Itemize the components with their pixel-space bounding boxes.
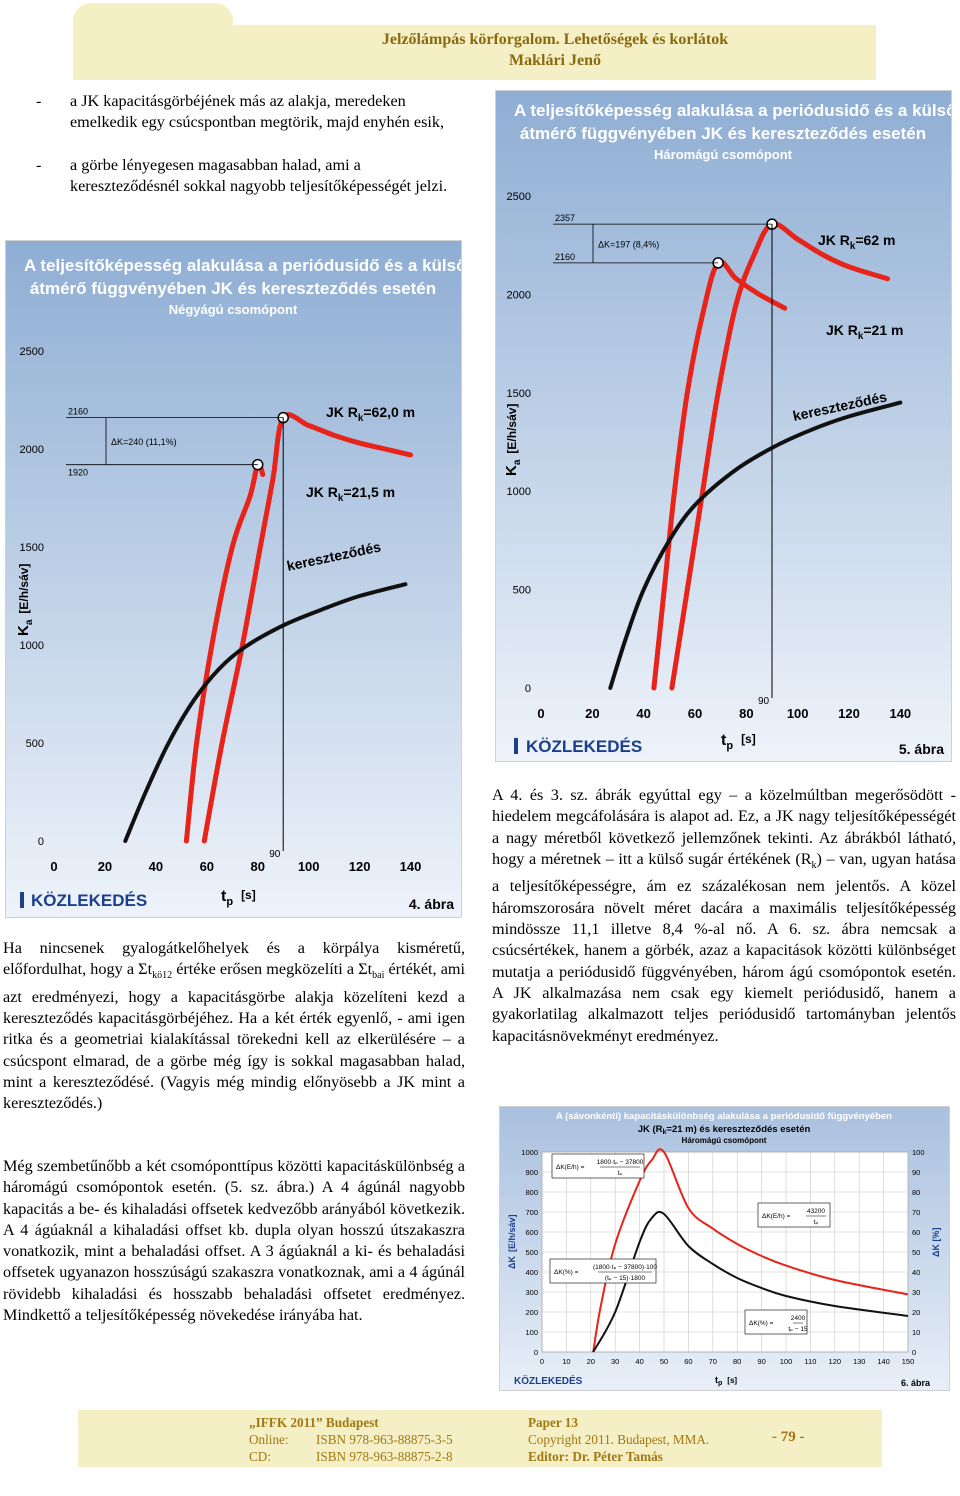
chart-title-line1: A (sávonkénti) kapacitáskülönbség alakulása a periódusidő függvényében <box>556 1111 892 1122</box>
y-tick-label-left: 0 <box>533 1348 538 1357</box>
formula-lhs: ΔK(E/h) = <box>556 1164 585 1171</box>
x-tick-label: 110 <box>804 1357 817 1366</box>
footer-cd-isbn: ISBN 978-963-88875-2-8 <box>316 1449 453 1464</box>
figure-5-chart <box>496 91 951 761</box>
chart-subtitle: Háromágú csomópont <box>681 1136 767 1145</box>
footer-copyright: Copyright 2011. Budapest, MMA. <box>528 1432 710 1447</box>
svg-text:Ka[E/h/sáv]: $K_a[E/h/sáv]$ <box>503 403 523 476</box>
peak-value-label: 2160 <box>555 251 576 262</box>
peak-value-label: 2357 <box>555 213 576 224</box>
x-axis-label: $t_p$ [s] <box>721 732 756 752</box>
y-tick-label: 1500 <box>19 542 44 554</box>
y-tick-label-left: 500 <box>525 1248 538 1257</box>
footer-bar <box>78 1410 882 1467</box>
logo-text: KÖZLEKEDÉS <box>31 891 148 910</box>
x-tick-label: 40 <box>635 1357 644 1366</box>
chart-title-line1: A teljesítőképesség alakulása a periódusidő és a külső <box>24 256 461 275</box>
figure-number: 4. ábra <box>408 896 454 912</box>
formula-lhs: ΔK(%) = <box>554 1269 579 1276</box>
x-tick-label: 140 <box>399 859 422 874</box>
x-tick-label: 50 <box>659 1357 669 1366</box>
x-tick-label: 70 <box>708 1357 717 1366</box>
chart-subtitle: Háromágú csomópont <box>654 147 792 162</box>
logo-text: KÖZLEKEDÉS <box>526 737 643 756</box>
footer-conference: „IFFK 2011” Budapest <box>249 1415 379 1430</box>
y-tick-label: 2000 <box>19 444 44 456</box>
y-tick-label-left: 600 <box>525 1228 538 1237</box>
x-axis-label: $t_p$ [s] <box>221 888 256 908</box>
y-tick-label-right: 70 <box>912 1208 921 1217</box>
y-tick-label-left: 400 <box>525 1268 538 1277</box>
y-tick-label: 0 <box>37 836 44 848</box>
formula-denominator: tₚ <box>617 1170 623 1177</box>
footer-paper: Paper 13 <box>528 1415 578 1430</box>
delta-label: ΔK=197 (8,4%) <box>598 239 660 250</box>
chart-title-line1: A teljesítőképesség alakulása a periódusidő és a külső <box>514 101 951 120</box>
y-tick-label-right: 10 <box>912 1328 921 1337</box>
y-tick-label: 2000 <box>506 289 531 302</box>
y-tick-label-right: 40 <box>912 1268 921 1277</box>
y-tick-label: 1000 <box>506 486 531 499</box>
figure-number: 5. ábra <box>898 741 944 757</box>
figure-4 <box>5 240 462 918</box>
x-tick-label: 0 <box>539 1357 545 1366</box>
formula-denominator: (tₚ − 15)·1800 <box>604 1275 646 1282</box>
logo-mark <box>20 892 24 908</box>
marker-90-label: 90 <box>269 849 281 860</box>
paragraph-left-1: Ha nincsenek gyalogátkelőhelyek és a körpálya kisméretű, előfordulhat, hogy a $\Sigma t_{kö12}$ értéke erősen megközelíti a $\Sigma t_{bai}$ értékét, ami azt eredményezi, hogy a kapacitásgörbe alakja közelíteni kezd a kereszteződés kapacitásgörbéjéhez. Ha a két érték egyenlő, - ami igen ritka és a geometriai kialakítással törekedni kell az elkerülésére – a csúcspont elmarad, de a görbe még így is sokkal magasabban halad, mint a kereszteződésé. (Vagyis még mindig előnyösebb a JK mint a kereszteződés.) <box>3 939 465 1113</box>
x-tick-label: 100 <box>786 706 809 721</box>
footer-online-isbn: ISBN 978-963-88875-3-5 <box>316 1432 453 1447</box>
y-tick-label-right: 80 <box>912 1188 921 1197</box>
y-tick-label: 500 <box>512 584 531 597</box>
series-label: kereszteződés <box>791 388 889 424</box>
x-tick-label: 60 <box>684 1357 693 1366</box>
x-axis-label: $t_p$ [s] <box>715 1375 738 1387</box>
chart-subtitle: Négyágú csomópont <box>168 302 298 317</box>
paragraph-right-1: A 4. és 3. sz. ábrák egyúttal egy – a közelmúltban megerősödött - hiedelem megcáfolására is alapot ad. Ez, a JK nagy teljesítőképességét a nagy méretből következő jellemzőnek tekinti. Az ábrákból látható, hogy a méretnek – itt a külső sugár értékének $(R_k)$ – van, ugyan hatása a teljesítőképességre, ám ez százalékosan nem jelentős. A közel háromszorosára növelt méret dacára a maximális teljesítőképesség mindössze 11,1 illetve 8,4 %-al nő. A 6. sz. ábra nemcsak a csúcsértékek, hanem a görbék, azaz a kapacitások közötti különbséget mutatja a periódusidő függvényében, három ágú csomópontok esetén. A JK alkalmazása nem csak egy kiemelt periódusidő, hanem a gyakorlatilag alkalmazott teljes periódusidő tartományban jelentős kapacitásnövekményt eredményez. <box>492 786 956 1045</box>
y-tick-label-left: 800 <box>525 1188 538 1197</box>
y-tick-label-right: 100 <box>912 1148 925 1157</box>
x-tick-label: 60 <box>687 706 703 721</box>
y-tick-label-right: 20 <box>912 1308 921 1317</box>
bullet-text: a görbe lényegesen magasabban halad, ami a kereszteződésnél sokkal nagyobb teljesítőképességét jelzi. <box>70 156 448 196</box>
running-author: Maklári Jenő <box>509 52 601 69</box>
logo-text: KÖZLEKEDÉS <box>514 1376 583 1387</box>
y-tick-label-right: 0 <box>912 1348 917 1357</box>
series-label: kereszteződés <box>285 538 383 574</box>
x-tick-label: 20 <box>586 1357 595 1366</box>
bullet-item <box>36 155 464 225</box>
y-tick-label: 2500 <box>506 191 531 203</box>
y-tick-label: 2500 <box>19 346 44 358</box>
x-tick-label: 100 <box>297 859 320 874</box>
bullet-text: a JK kapacitásgörbéjének más az alakja, meredeken emelkedik egy csúcspontban megtörik, majd enyhén esik, <box>70 92 445 132</box>
y-tick-label: 0 <box>524 683 531 695</box>
x-tick-label: 80 <box>250 859 265 874</box>
formula-numerator: 2400 <box>790 1315 806 1322</box>
y-tick-label-left: 200 <box>525 1308 538 1317</box>
x-tick-label: 60 <box>199 859 215 874</box>
bullet-item <box>36 91 464 161</box>
footer-editor: Editor: Dr. Péter Tamás <box>528 1449 663 1464</box>
x-tick-label: 30 <box>611 1357 620 1366</box>
x-tick-label: 130 <box>852 1357 866 1366</box>
y-tick-label-right: 60 <box>912 1228 921 1237</box>
delta-label: ΔK=240 (11,1%) <box>111 437 177 448</box>
series-label: JK $R_k=62$ m <box>818 232 896 252</box>
svg-text:ΔK [%]: ΔK [%] <box>931 1227 941 1257</box>
figure-6-chart <box>500 1107 949 1390</box>
chart-title-line2: átmérő függvényében JK és kereszteződés esetén <box>29 279 437 298</box>
x-tick-label: 150 <box>901 1357 915 1366</box>
bullet-dash: - <box>36 156 42 174</box>
y-tick-label: 500 <box>25 738 44 750</box>
series-label: JK $R_k=21,5$ m <box>306 484 396 504</box>
x-tick-label: 0 <box>537 706 545 721</box>
figure-4-chart <box>6 241 461 917</box>
running-title: Jelzőlámpás körforgalom. Lehetőségek és korlátok <box>381 31 729 48</box>
svg-text:ΔK[E/h/sáv]: ΔK[E/h/sáv] <box>507 1214 517 1269</box>
x-tick-label: 120 <box>838 706 860 721</box>
footer-cd-label: CD: <box>249 1449 271 1464</box>
x-tick-label: 80 <box>739 706 754 721</box>
x-tick-label: 20 <box>585 706 600 721</box>
formula-lhs: ΔK(%) = <box>749 1320 774 1327</box>
x-tick-label: 20 <box>97 859 113 874</box>
y-tick-label-left: 900 <box>525 1168 538 1177</box>
logo-mark <box>514 738 518 754</box>
marker-90-label: 90 <box>758 696 770 707</box>
series-label: JK $R_k=62,0$ m <box>326 404 416 424</box>
y-axis-left-label <box>507 1215 517 1269</box>
x-tick-label: 140 <box>889 706 912 721</box>
bullet-dash: - <box>36 92 42 110</box>
y-tick-label: 1500 <box>506 387 531 400</box>
formula-numerator: 43200 <box>806 1208 826 1215</box>
figure-5 <box>495 90 952 762</box>
formula-denominator: tₚ <box>813 1219 819 1226</box>
x-tick-label: 120 <box>828 1357 842 1366</box>
chart-title-line2: JK ($R_k=21$ m) és kereszteződés esetén <box>637 1124 811 1136</box>
y-tick-label-left: 100 <box>525 1328 538 1337</box>
y-tick-label: 1000 <box>19 640 44 652</box>
y-tick-label-right: 50 <box>912 1248 921 1257</box>
y-axis-right-label <box>931 1228 941 1257</box>
formula-numerator: 1800·tₚ − 37800 <box>596 1159 644 1166</box>
peak-value-label: 2160 <box>68 406 89 417</box>
x-tick-label: 120 <box>348 859 371 874</box>
x-tick-label: 10 <box>562 1357 571 1366</box>
formula-lhs: ΔK(E/h) = <box>762 1213 791 1220</box>
x-tick-label: 80 <box>733 1357 742 1366</box>
footer-online-label: Online: <box>249 1432 289 1447</box>
paragraph-left-2: Még szembetűnőbb a két csomóponttípus közötti kapacitáskülönbség a háromágú csomópontok esetén. (5. sz. ábra.) A 4 ágúnál nagyobb kapacitás a be- és kihaladási offsetek kedvezőbb arányából következik. A 4 ágúaknál a kihaladási offset kb. dupla olyan hosszú útszakaszra vonatkozik, mint a behaladási offset. A 3 ágúaknál a ki- és behaladási offsetek ugyanazon hosszúságú szakaszra vonatkoznak, ami a 4 ágúnál rövidebb kihaladási és hosszabb behaladási offsetet eredményez. Mindkettő a teljesítőképesség növekedése irányába hat. <box>3 1157 465 1325</box>
y-tick-label-right: 90 <box>912 1168 921 1177</box>
formula-denominator: tₚ − 15 <box>788 1326 808 1333</box>
x-tick-label: 40 <box>636 706 651 721</box>
x-tick-label: 0 <box>50 859 58 874</box>
x-tick-label: 40 <box>148 859 164 874</box>
page-number: - 79 - <box>772 1429 805 1445</box>
chart-title-line2: átmérő függvényében JK és kereszteződés esetén <box>519 124 927 143</box>
figure-6 <box>499 1106 950 1391</box>
x-tick-label: 140 <box>877 1357 890 1366</box>
x-tick-label: 90 <box>757 1357 766 1366</box>
x-tick-label: 100 <box>779 1357 793 1366</box>
svg-text:Ka[E/h/sáv]: $K_a[E/h/sáv]$ <box>15 563 35 636</box>
y-tick-label-left: 300 <box>525 1288 538 1297</box>
formula-numerator: (1800·tₚ − 37800)·100 <box>592 1264 658 1271</box>
y-tick-label-left: 700 <box>525 1208 538 1217</box>
figure-number: 6. ábra <box>900 1378 930 1388</box>
y-tick-label-right: 30 <box>912 1288 921 1297</box>
y-tick-label-left: 1000 <box>521 1148 538 1157</box>
peak-value-label: 1920 <box>68 467 89 478</box>
series-label: JK $R_k=21$ m <box>826 322 904 342</box>
